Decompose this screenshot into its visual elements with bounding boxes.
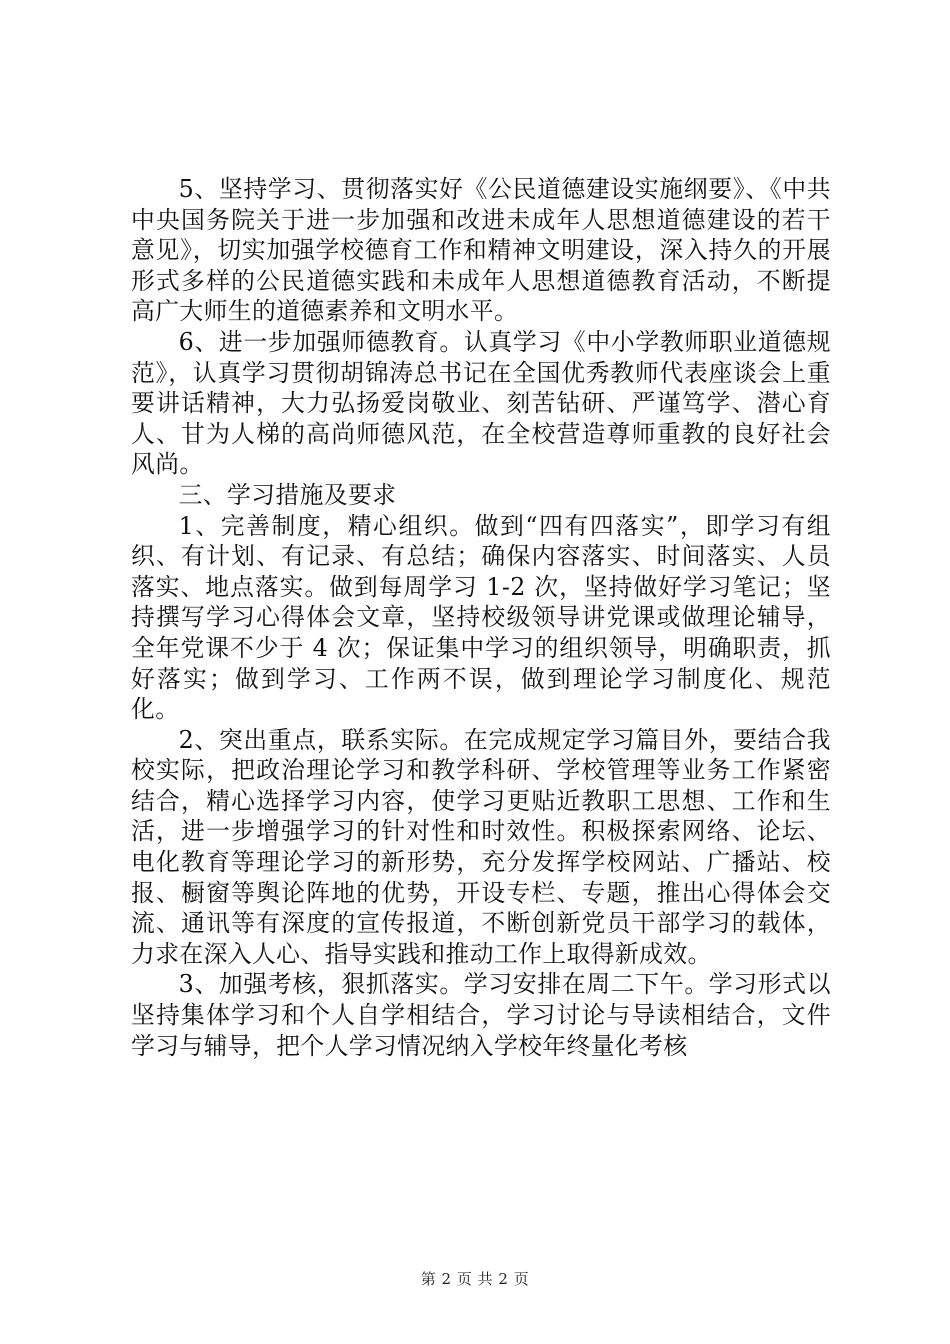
paragraph-measure-3: 3、加强考核，狠抓落实。学习安排在周二下午。学习形式以坚持集体学习和个人自学相结合，学习讨论与导读相结合，文件学习与辅导，把个人学习情况纳入学校年终量化考核	[131, 970, 831, 1060]
paragraph-measure-1: 1、完善制度，精心组织。做到“四有四落实”，即学习有组织、有计划、有记录、有总结；确保内容落实、时间落实、人员落实、地点落实。做到每周学习 1-2 次，坚持做好学习笔记；坚持撰写学习心得体会文章，坚持校级领导讲党课或做理论辅导，全年党课不少于 4 次；保证集中学习的组织领导，明确职责，抓好落实；做到学习、工作两不误，做到理论学习制度化、规范化。	[131, 511, 831, 724]
page-number-footer: 第 2 页 共 2 页	[420, 1270, 530, 1288]
document-body	[131, 174, 831, 1061]
paragraph-measure-2: 2、突出重点，联系实际。在完成规定学习篇目外，要结合我校实际，把政治理论学习和教学科研、学校管理等业务工作紧密结合，精心选择学习内容，使学习更贴近教职工思想、工作和生活，进一步增强学习的针对性和时效性。积极探索网络、论坛、电化教育等理论学习的新形势，充分发挥学校网站、广播站、校报、橱窗等舆论阵地的优势，开设专栏、专题，推出心得体会交流、通讯等有深度的宣传报道，不断创新党员干部学习的载体，力求在深入人心、指导实践和推动工作上取得新成效。	[131, 725, 831, 968]
section-heading: 三、学习措施及要求	[178, 480, 397, 509]
paragraph-item-5: 5、坚持学习、贯彻落实好《公民道德建设实施纲要》、《中共中央国务院关于进一步加强和改进未成年人思想道德建设的若干意见》，切实加强学校德育工作和精神文明建设，深入持久的开展形式多样的公民道德实践和未成年人思想道德教育活动，不断提高广大师生的道德素养和文明水平。	[131, 175, 831, 326]
paragraph-item-6: 6、进一步加强师德教育。认真学习《中小学教师职业道德规范》，认真学习贯彻胡锦涛总书记在全国优秀教师代表座谈会上重要讲话精神，大力弘扬爱岗敬业、刻苦钻研、严谨笃学、潜心育人、甘为人梯的高尚师德风范，在全校营造尊师重教的良好社会风尚。	[131, 327, 831, 479]
